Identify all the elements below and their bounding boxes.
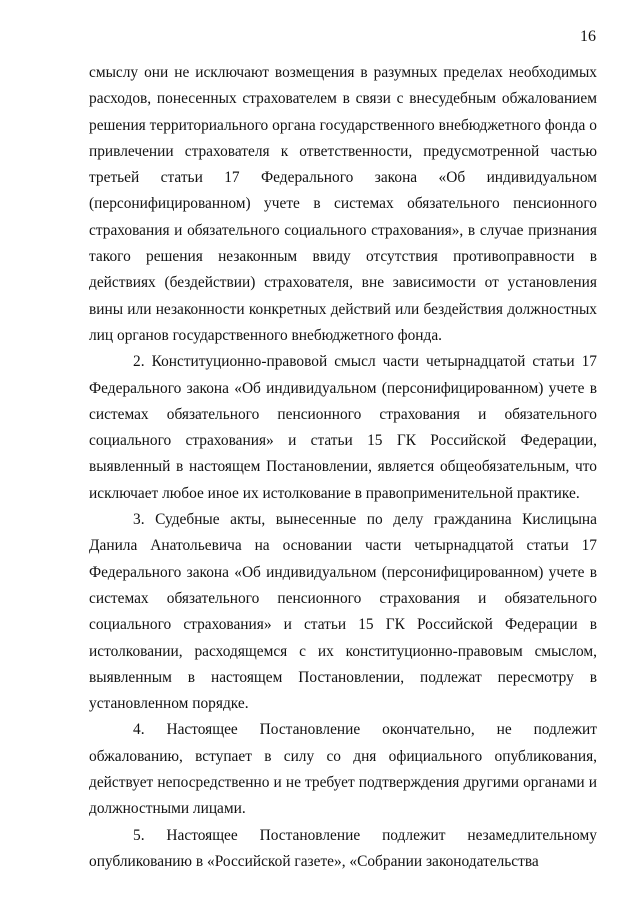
page-number: 16 bbox=[580, 28, 596, 45]
paragraph-item-5: 5. Настоящее Постановление подлежит незамедлительному опубликованию в «Российской газете», «Собрании законодательства bbox=[89, 826, 597, 870]
document-body bbox=[89, 60, 597, 875]
paragraph-item-3: 3. Судебные акты, вынесенные по делу гражданина Кислицына Данила Анатольевича на основании части четырнадцатой статьи 17 Федерального закона «Об индивидуальном (персонифицированном) учете в системах обязательного пенсионного страхования и обязательного социального страхования» и статьи 15 ГК Российской Федерации в истолковании, расходящемся с их конституционно-правовым смыслом, выявленным в настоящем Постановлении, подлежат пересмотру в установленном порядке. bbox=[89, 511, 597, 713]
paragraph-item-2: 2. Конституционно-правовой смысл части четырнадцатой статьи 17 Федерального закона «Об индивидуальном (персонифицированном) учете в системах обязательного пенсионного страхования и обязательного социального страхования» и статьи 15 ГК Российской Федерации, выявленный в настоящем Постановлении, является общеобязательным, что исключает любое иное их истолкование в правоприменительной практике. bbox=[89, 353, 597, 502]
paragraph-item-4: 4. Настоящее Постановление окончательно, не подлежит обжалованию, вступает в силу со дня официального опубликования, действует непосредственно и не требует подтверждения другими органами и должностными лицами. bbox=[89, 721, 597, 818]
paragraph-continuation: смыслу они не исключают возмещения в разумных пределах необходимых расходов, понесенных страхователем в связи с внесудебным обжалованием решения территориального органа государственного внебюджетного фонда о привлечении страхователя к ответственности, предусмотренной частью третьей статьи 17 Федерального закона «Об индивидуальном (персонифицированном) учете в системах обязательного пенсионного страхования и обязательного социального страхования», в случае признания такого решения незаконным ввиду отсутствия противоправности в действиях (бездействии) страхователя, вне зависимости от установления вины или незаконности конкретных действий или бездействия должностных лиц органов государственного внебюджетного фонда. bbox=[89, 64, 597, 344]
